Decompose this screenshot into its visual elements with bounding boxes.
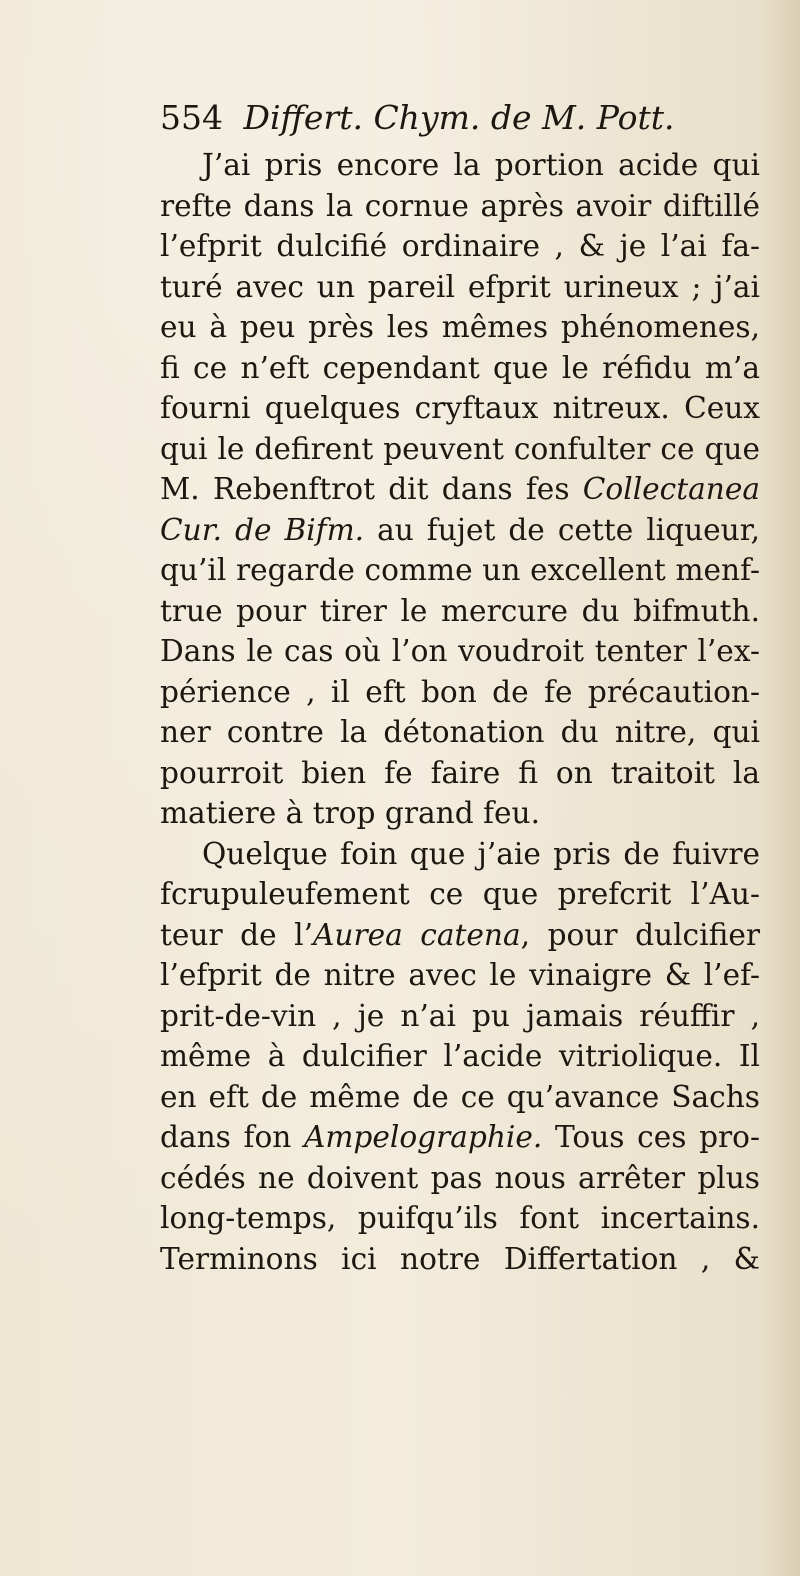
text-line: Terminons ici notre Differtation , & <box>160 1241 760 1276</box>
text-line: J’ai pris encore la portion acide qui <box>202 148 760 182</box>
text-line: l’efprit dulcifié ordinaire , & je l’ai fa- <box>160 229 760 263</box>
page-header <box>160 98 675 138</box>
text-line: en eft de même de ce qu’avance Sachs <box>160 1079 760 1114</box>
text-segment: au fujet de cette liqueur, <box>364 512 761 547</box>
text-line: eu à peu près les mêmes phénomenes, <box>160 310 760 344</box>
text-line: refte dans la cornue après avoir diftillé <box>160 188 760 223</box>
text-line: l’efprit de nitre avec le vinaigre & l’ef- <box>160 958 760 992</box>
text-line: Dans le cas où l’on voudroit tenter l’ex- <box>160 634 760 668</box>
text-line <box>160 510 760 551</box>
text-line <box>160 915 760 956</box>
italic-title: Colleсtanea <box>582 472 760 506</box>
text-line: long-temps, puifqu’ils font incertains. <box>160 1201 760 1235</box>
text-segment: dans fon <box>160 1120 304 1154</box>
text-line: prit-de-vin , je n’ai pu jamais réuffir , <box>160 998 760 1033</box>
text-segment: teur de l’ <box>160 917 314 952</box>
text-segment: , pour dulcifier <box>520 917 760 952</box>
text-line: qui le defirent peuvent confulter ce que <box>160 431 760 466</box>
text-line: cédés ne doivent pas nous arrêter plus <box>160 1160 760 1195</box>
text-line: matiere à trop grand feu. <box>160 796 540 830</box>
text-segment: Tous ces pro- <box>542 1120 760 1154</box>
paragraph-2 <box>160 834 760 1280</box>
running-head: Differt. Chym. de M. Pott. <box>243 98 675 137</box>
text-line: turé avec un pareil efprit urineux ; j’ai <box>160 269 760 304</box>
text-line: fourni quelques cryftaux nitreux. Ceux <box>160 391 760 425</box>
text-line: fcrupuleufement ce que prefcrit l’Au- <box>160 877 760 911</box>
text-line <box>160 469 760 510</box>
text-line: pourroit bien fe faire fi on traitoit la <box>160 755 760 790</box>
italic-title: Aurea catena <box>313 917 521 952</box>
italic-title: Ampelographie. <box>304 1120 543 1154</box>
page-number: 554 <box>160 98 223 137</box>
text-line: true pour tirer le mercure du bifmuth. <box>160 593 760 628</box>
text-line: ner contre la détonation du nitre, qui <box>160 715 760 749</box>
page-body <box>160 145 760 1279</box>
paragraph-1 <box>160 145 760 834</box>
text-line: Quelque foin que j’aie pris de fuivre <box>202 836 760 871</box>
text-line <box>160 1117 760 1158</box>
text-line: même à dulcifier l’acide vitriolique. Il <box>160 1039 760 1073</box>
text-line: qu’il regarde comme un excellent menf- <box>160 553 760 587</box>
text-line: fi ce n’eft cependant que le réfidu m’a <box>160 350 760 385</box>
text-segment: M. Rebenftrot dit dans fes <box>160 472 583 506</box>
text-line: périence , il eft bon de fe précaution- <box>160 674 760 709</box>
italic-title: Cur. de Bifm. <box>160 512 365 547</box>
